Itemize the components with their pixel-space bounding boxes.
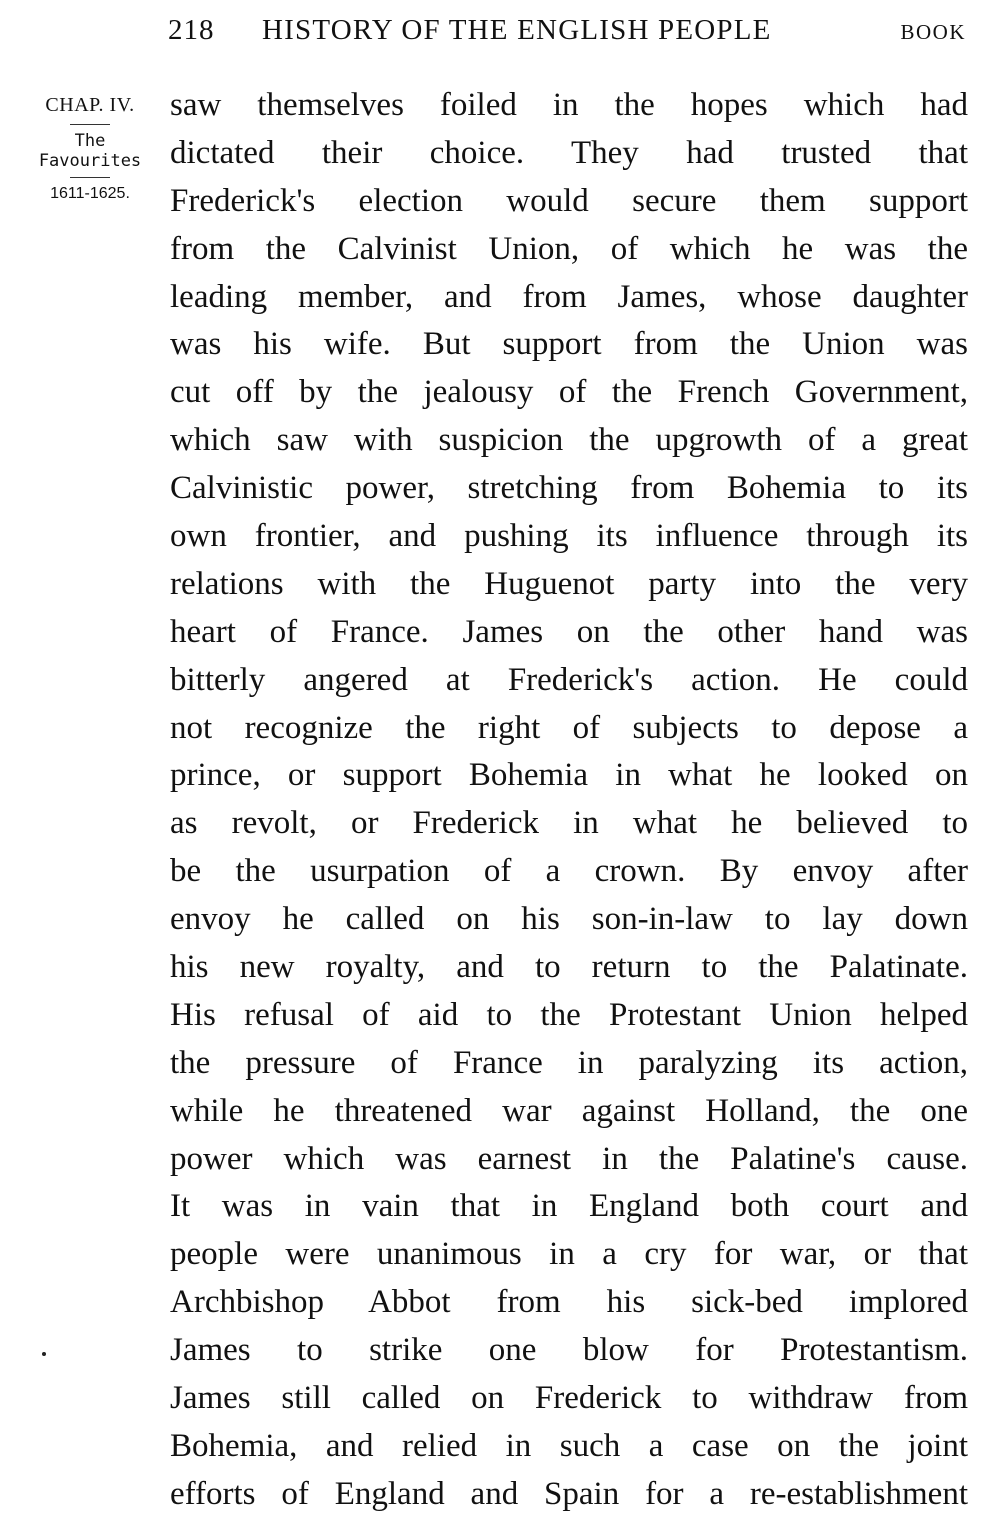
running-title: HISTORY OF THE ENGLISH PEOPLE [262,14,772,46]
text-line: heart of France. James on the other hand was [170,613,968,650]
margin-divider [70,177,110,178]
text-line: saw themselves foiled in the hopes which had [170,87,968,123]
text-line: people were unanimous in a cry for war, or that [170,1236,968,1273]
text-line: be the usurpation of a crown. By envoy after [170,853,968,890]
text-line: while he threatened war against Holland, the one [170,1092,968,1129]
text-line: not recognize the right of subjects to depose a [170,709,968,746]
page-number: 218 [168,14,215,46]
text-line: James to strike one blow for Protestantism. [170,1332,968,1369]
text-line: from the Calvinist Union, of which he was the [170,230,968,267]
text-line: which saw with suspicion the upgrowth of a great [170,422,968,459]
margin-subject-line-1: The [74,131,106,151]
text-line: His refusal of aid to the Protestant Union helped [170,996,968,1033]
text-line: his new royalty, and to return to the Palatinate. [170,949,968,986]
text-line: James still called on Frederick to withdraw from [170,1380,968,1417]
margin-chapter: CHAP. IV. [45,94,135,116]
text-line: as revolt, or Frederick in what he believed to [170,805,968,842]
text-line: prince, or support Bohemia in what he looked on [170,757,968,794]
book-label: BOOK [900,20,966,44]
margin-dates: 1611-1625. [50,185,130,202]
text-line: Bohemia, and relied in such a case on the joint [170,1427,968,1464]
text-line: was his wife. But support from the Union was [170,326,968,363]
text-line: own frontier, and pushing its influence through its [170,518,968,555]
text-line: dictated their choice. They had trusted that [170,134,968,171]
margin-notes [22,92,158,204]
ink-speck [42,1352,46,1356]
running-head [168,14,968,54]
text-line: relations with the Huguenot party into the very [170,565,968,602]
margin-divider [70,124,110,125]
margin-subject-line-2: Favourites [38,151,142,171]
text-line: Archbishop Abbot from his sick-bed implored [170,1284,968,1321]
text-line: leading member, and from James, whose daughter [170,278,968,315]
text-line: efforts of England and Spain for a re-establishment [170,1475,968,1512]
text-line: bitterly angered at Frederick's action. He could [170,661,968,698]
text-line: Frederick's election would secure them support [170,182,968,219]
text-line: cut off by the jealousy of the French Government, [170,374,968,411]
text-line: power which was earnest in the Palatine's cause. [170,1140,968,1177]
text-line: Calvinistic power, stretching from Bohemia to its [170,470,968,507]
text-line: envoy he called on his son-in-law to lay down [170,901,968,938]
text-line: the pressure of France in paralyzing its action, [170,1044,968,1081]
text-line: It was in vain that in England both court and [170,1188,968,1225]
body-text [170,82,968,1519]
